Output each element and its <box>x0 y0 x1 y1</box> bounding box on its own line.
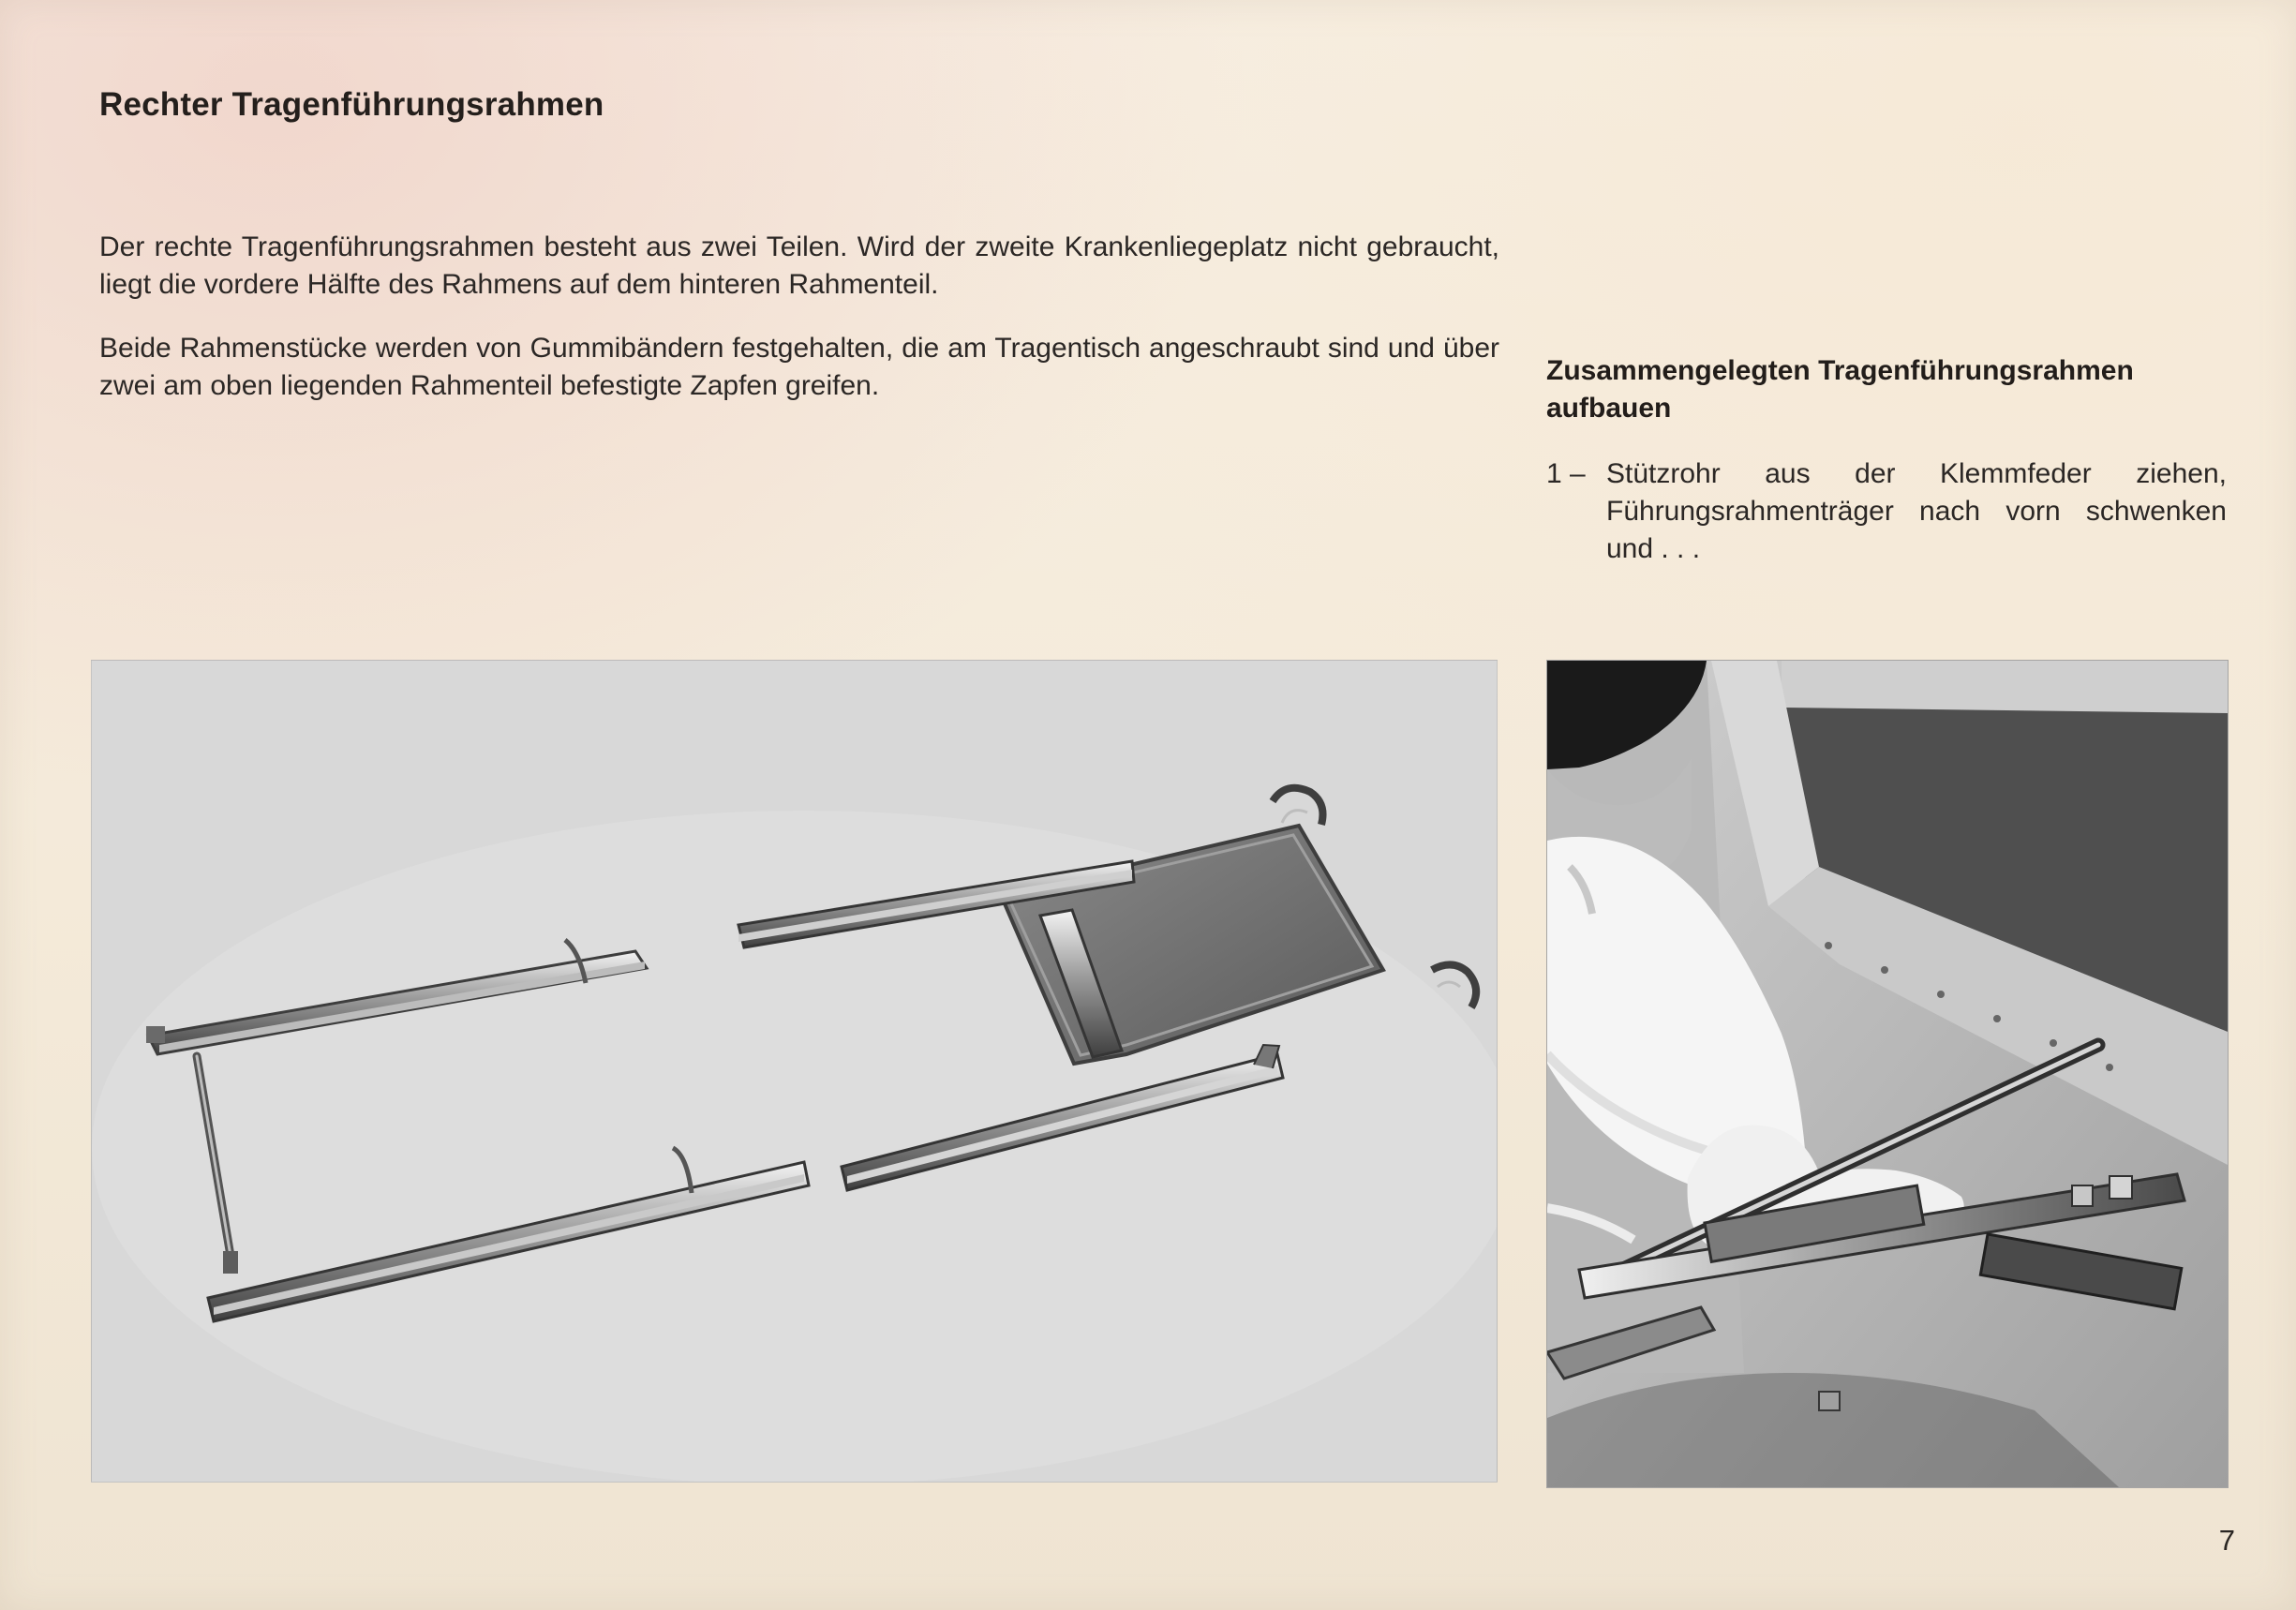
step-text: Stützrohr aus der Klemmfeder ziehen, Führungsrahmenträger nach vorn schwenken und . . . <box>1606 458 2227 564</box>
step-number: 1 – <box>1546 458 1586 489</box>
assembly-step <box>1546 455 2227 568</box>
page-number: 7 <box>2218 1524 2235 1557</box>
page-title: Rechter Tragenführungsrahmen <box>99 86 604 123</box>
frame-parts-photo <box>91 660 1498 1483</box>
intro-paragraph-2: Beide Rahmenstücke werden von Gummibändern festgehalten, die am Tragentisch angeschraubt sind und über zwei am oben liegenden Rahmenteil befestigte Zapfen greifen. <box>99 333 1499 401</box>
assembly-photo <box>1546 660 2229 1488</box>
intro-paragraph-1: Der rechte Tragenführungsrahmen besteht aus zwei Teilen. Wird der zweite Krankenliegeplatz nicht gebraucht, liegt die vordere Hälfte des Rahmens auf dem hinteren Rahmenteil. <box>99 231 1499 300</box>
assembly-heading: Zusammengelegten Tragenführungsrahmen aufbauen <box>1546 355 2134 424</box>
